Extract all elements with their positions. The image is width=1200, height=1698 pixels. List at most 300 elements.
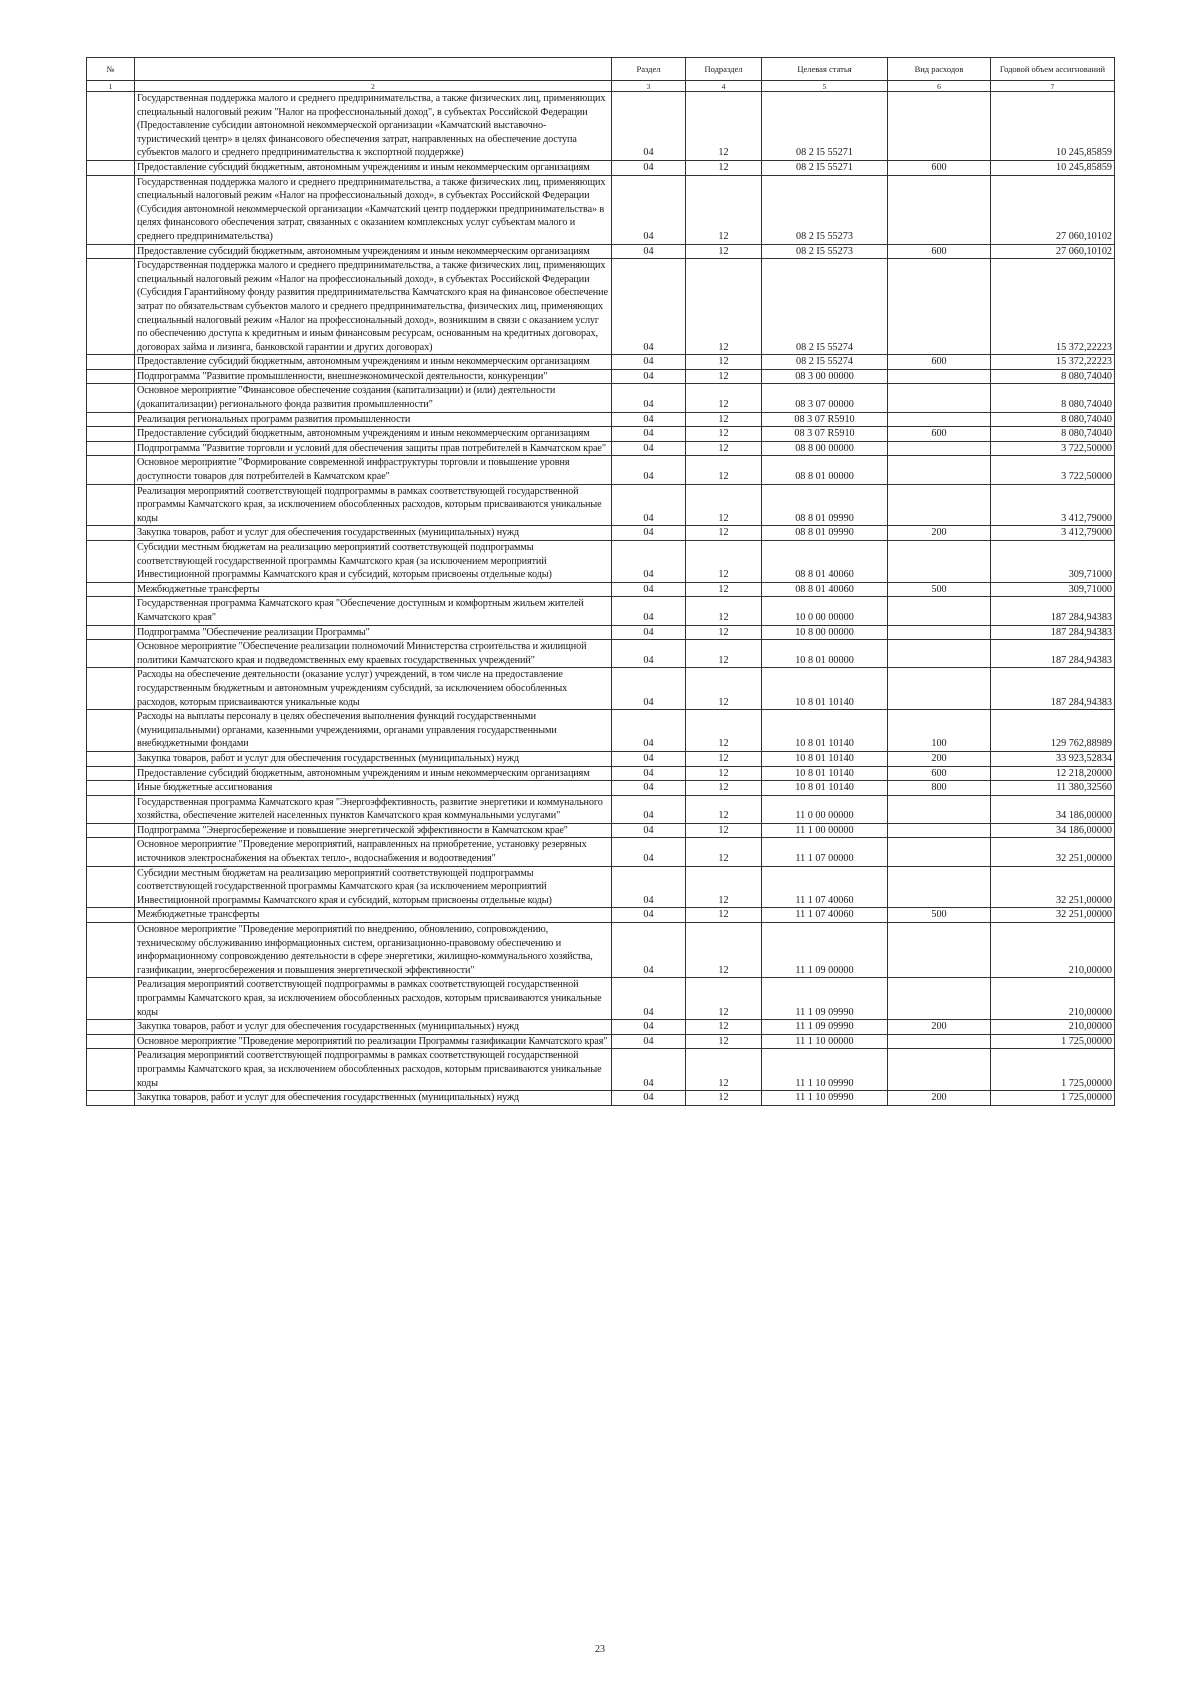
row-name-cell: Государственная программа Камчатского края "Обеспечение доступным и комфортным жильем жителей Камчатского края" — [135, 597, 612, 625]
row-expense-type-cell — [888, 412, 991, 427]
row-number-cell — [87, 92, 135, 161]
budget-sheet — [86, 57, 1114, 1631]
table-row — [87, 978, 1115, 1020]
row-amount-cell: 33 923,52834 — [991, 751, 1115, 766]
row-expense-type-cell — [888, 92, 991, 161]
row-amount-cell: 15 372,22223 — [991, 259, 1115, 355]
row-expense-type-cell — [888, 640, 991, 668]
row-expense-type-cell — [888, 384, 991, 412]
table-row — [87, 795, 1115, 823]
table-row — [87, 640, 1115, 668]
col-index-5: 5 — [762, 81, 888, 92]
row-razdel-cell: 04 — [612, 597, 686, 625]
row-name-cell: Государственная программа Камчатского края "Энергоэффективность, развитие энергетики и коммунального хозяйства, обеспечение жителей населенных пунктов Камчатского края коммунальными услугами" — [135, 795, 612, 823]
row-target-item-cell: 08 2 I5 55271 — [762, 92, 888, 161]
row-target-item-cell: 11 0 00 00000 — [762, 795, 888, 823]
row-amount-cell: 8 080,74040 — [991, 412, 1115, 427]
row-target-item-cell: 11 1 09 09990 — [762, 978, 888, 1020]
row-razdel-cell: 04 — [612, 259, 686, 355]
row-expense-type-cell — [888, 484, 991, 526]
row-name-cell: Закупка товаров, работ и услуг для обеспечения государственных (муниципальных) нужд — [135, 526, 612, 541]
row-podrazdel-cell: 12 — [686, 582, 762, 597]
table-row — [87, 908, 1115, 923]
row-podrazdel-cell: 12 — [686, 866, 762, 908]
row-amount-cell: 12 218,20000 — [991, 766, 1115, 781]
row-target-item-cell: 10 8 01 10140 — [762, 751, 888, 766]
row-podrazdel-cell: 12 — [686, 1020, 762, 1035]
row-name-cell: Основное мероприятие "Обеспечение реализации полномочий Министерства строительства и жилищной политики Камчатского края и подведомственных ему краевых государственных учреждений" — [135, 640, 612, 668]
table-row — [87, 160, 1115, 175]
row-expense-type-cell — [888, 369, 991, 384]
row-podrazdel-cell: 12 — [686, 640, 762, 668]
row-name-cell: Субсидии местным бюджетам на реализацию мероприятий соответствующей подпрограммы соответствующей государственной программы Камчатского края (за исключением мероприятий Инвестиционной программы Камчатского края и субсидий, которым присвоены отдельные коды) — [135, 541, 612, 583]
row-name-cell: Межбюджетные трансферты — [135, 582, 612, 597]
table-row — [87, 751, 1115, 766]
row-number-cell — [87, 259, 135, 355]
row-target-item-cell: 11 1 07 40060 — [762, 908, 888, 923]
table-row — [87, 823, 1115, 838]
row-expense-type-cell — [888, 866, 991, 908]
row-razdel-cell: 04 — [612, 582, 686, 597]
table-row — [87, 244, 1115, 259]
row-target-item-cell: 08 2 I5 55271 — [762, 160, 888, 175]
row-target-item-cell: 11 1 10 09990 — [762, 1091, 888, 1106]
table-row — [87, 259, 1115, 355]
row-target-item-cell: 10 8 00 00000 — [762, 625, 888, 640]
row-razdel-cell: 04 — [612, 369, 686, 384]
row-name-cell: Реализация мероприятий соответствующей подпрограммы в рамках соответствующей государственной программы Камчатского края, за исключением обособленных расходов, которым присваиваются уникальные коды — [135, 978, 612, 1020]
row-name-cell: Государственная поддержка малого и среднего предпринимательства, а также физических лиц, применяющих специальный налоговый режим «Налог на профессиональный доход», в субъектах Российской Федерации (Субсидия Гарантийному фонду развития предпринимательства Камчатского края на финансовое обеспечение затрат по обязательствам субъектов малого и среднего предпринимательства, физических лиц, применяющих специальный налоговый режим «Налог на профессиональный доход», возникшим в связи с оказанием услуг по обеспечению доступа к кредитным и иным финансовым ресурсам, основанным на кредитных договорах, договорах займа и лизинга, банковской гарантии и других договорах) — [135, 259, 612, 355]
row-amount-cell: 15 372,22223 — [991, 355, 1115, 370]
table-row — [87, 710, 1115, 752]
row-amount-cell: 3 722,50000 — [991, 441, 1115, 456]
row-amount-cell: 1 725,00000 — [991, 1049, 1115, 1091]
row-expense-type-cell — [888, 1034, 991, 1049]
col-header-number: № — [87, 58, 135, 81]
row-amount-cell: 34 186,00000 — [991, 795, 1115, 823]
row-podrazdel-cell: 12 — [686, 175, 762, 244]
row-razdel-cell: 04 — [612, 244, 686, 259]
table-row — [87, 766, 1115, 781]
page-number: 23 — [595, 1644, 605, 1655]
row-expense-type-cell — [888, 1049, 991, 1091]
row-number-cell — [87, 751, 135, 766]
row-expense-type-cell: 500 — [888, 582, 991, 597]
header-number-row — [87, 81, 1115, 92]
row-number-cell — [87, 640, 135, 668]
row-amount-cell: 34 186,00000 — [991, 823, 1115, 838]
row-target-item-cell: 08 8 01 09990 — [762, 526, 888, 541]
row-target-item-cell: 10 0 00 00000 — [762, 597, 888, 625]
row-podrazdel-cell: 12 — [686, 526, 762, 541]
row-razdel-cell: 04 — [612, 484, 686, 526]
table-row — [87, 838, 1115, 866]
row-number-cell — [87, 484, 135, 526]
col-header-target-item: Целевая статья — [762, 58, 888, 81]
row-razdel-cell: 04 — [612, 751, 686, 766]
row-razdel-cell: 04 — [612, 92, 686, 161]
row-expense-type-cell: 200 — [888, 751, 991, 766]
row-target-item-cell: 11 1 10 09990 — [762, 1049, 888, 1091]
row-razdel-cell: 04 — [612, 456, 686, 484]
row-razdel-cell: 04 — [612, 978, 686, 1020]
row-razdel-cell: 04 — [612, 1020, 686, 1035]
col-index-6: 6 — [888, 81, 991, 92]
col-header-podrazdel: Подраздел — [686, 58, 762, 81]
row-number-cell — [87, 625, 135, 640]
row-amount-cell: 27 060,10102 — [991, 244, 1115, 259]
row-podrazdel-cell: 12 — [686, 751, 762, 766]
table-body — [87, 92, 1115, 1106]
row-podrazdel-cell: 12 — [686, 541, 762, 583]
row-podrazdel-cell: 12 — [686, 160, 762, 175]
col-header-razdel: Раздел — [612, 58, 686, 81]
row-razdel-cell: 04 — [612, 526, 686, 541]
row-number-cell — [87, 838, 135, 866]
row-razdel-cell: 04 — [612, 175, 686, 244]
row-amount-cell: 210,00000 — [991, 978, 1115, 1020]
row-razdel-cell: 04 — [612, 710, 686, 752]
table-row — [87, 384, 1115, 412]
row-target-item-cell: 10 8 01 10140 — [762, 781, 888, 796]
row-target-item-cell: 08 2 I5 55273 — [762, 175, 888, 244]
row-podrazdel-cell: 12 — [686, 484, 762, 526]
table-row — [87, 668, 1115, 710]
table-row — [87, 484, 1115, 526]
row-target-item-cell: 08 8 00 00000 — [762, 441, 888, 456]
row-podrazdel-cell: 12 — [686, 1091, 762, 1106]
row-podrazdel-cell: 12 — [686, 355, 762, 370]
row-name-cell: Субсидии местным бюджетам на реализацию мероприятий соответствующей подпрограммы соответствующей государственной программы Камчатского края (за исключением мероприятий Инвестиционной программы Камчатского края и субсидий, которым присвоены отдельные коды) — [135, 866, 612, 908]
row-expense-type-cell — [888, 175, 991, 244]
row-target-item-cell: 08 2 I5 55274 — [762, 259, 888, 355]
row-target-item-cell: 10 8 01 10140 — [762, 710, 888, 752]
row-number-cell — [87, 597, 135, 625]
row-name-cell: Основное мероприятие "Проведение мероприятий по внедрению, обновлению, сопровождению, техническому обслуживанию информационных систем, организационно-правовому обеспечению и информационному сопровождению деятельности в сфере энергетики, жилищно-коммунального хозяйства, газификации, энергосбережения и повышения энергетической эффективности" — [135, 923, 612, 978]
row-amount-cell: 3 722,50000 — [991, 456, 1115, 484]
row-number-cell — [87, 355, 135, 370]
table-row — [87, 923, 1115, 978]
row-target-item-cell: 08 8 01 00000 — [762, 456, 888, 484]
table-row — [87, 526, 1115, 541]
row-number-cell — [87, 781, 135, 796]
row-amount-cell: 27 060,10102 — [991, 175, 1115, 244]
row-number-cell — [87, 766, 135, 781]
row-number-cell — [87, 1034, 135, 1049]
row-amount-cell: 129 762,88989 — [991, 710, 1115, 752]
row-name-cell: Основное мероприятие "Формирование современной инфраструктуры торговли и повышение уровня доступности товаров для потребителей в Камчатском крае" — [135, 456, 612, 484]
row-target-item-cell: 08 3 07 R5910 — [762, 412, 888, 427]
row-expense-type-cell — [888, 259, 991, 355]
row-number-cell — [87, 441, 135, 456]
row-amount-cell: 32 251,00000 — [991, 838, 1115, 866]
row-razdel-cell: 04 — [612, 795, 686, 823]
row-expense-type-cell — [888, 978, 991, 1020]
row-name-cell: Предоставление субсидий бюджетным, автономным учреждениям и иным некоммерческим организациям — [135, 766, 612, 781]
row-razdel-cell: 04 — [612, 908, 686, 923]
row-name-cell: Подпрограмма "Развитие торговли и условий для обеспечения защиты прав потребителей в Камчатском крае" — [135, 441, 612, 456]
row-name-cell: Закупка товаров, работ и услуг для обеспечения государственных (муниципальных) нужд — [135, 1020, 612, 1035]
row-razdel-cell: 04 — [612, 823, 686, 838]
row-number-cell — [87, 526, 135, 541]
row-name-cell: Расходы на выплаты персоналу в целях обеспечения выполнения функций государственными (муниципальными) органами, казенными учреждениями, органами управления государственными внебюджетными фондами — [135, 710, 612, 752]
row-name-cell: Закупка товаров, работ и услуг для обеспечения государственных (муниципальных) нужд — [135, 751, 612, 766]
row-podrazdel-cell: 12 — [686, 412, 762, 427]
row-amount-cell: 1 725,00000 — [991, 1034, 1115, 1049]
row-number-cell — [87, 244, 135, 259]
row-expense-type-cell: 600 — [888, 355, 991, 370]
row-name-cell: Государственная поддержка малого и среднего предпринимательства, а также физических лиц, применяющих специальный налоговый режим «Налог на профессиональный доход», в субъектах Российской Федерации (Субсидия автономной некоммерческой организации «Камчатский центр поддержки предпринимательства» в целях финансового обеспечения затрат, связанных с оказанием комплексных услуг субъектам малого и среднего предпринимательства) — [135, 175, 612, 244]
row-name-cell: Предоставление субсидий бюджетным, автономным учреждениям и иным некоммерческим организациям — [135, 427, 612, 442]
row-expense-type-cell — [888, 541, 991, 583]
row-target-item-cell: 08 3 07 R5910 — [762, 427, 888, 442]
row-amount-cell: 309,71000 — [991, 582, 1115, 597]
row-amount-cell: 210,00000 — [991, 923, 1115, 978]
row-target-item-cell: 10 8 01 10140 — [762, 766, 888, 781]
row-expense-type-cell — [888, 456, 991, 484]
row-number-cell — [87, 456, 135, 484]
row-podrazdel-cell: 12 — [686, 441, 762, 456]
col-index-3: 3 — [612, 81, 686, 92]
row-name-cell: Подпрограмма "Развитие промышленности, внешнеэкономической деятельности, конкуренции" — [135, 369, 612, 384]
table-row — [87, 355, 1115, 370]
row-target-item-cell: 08 2 I5 55273 — [762, 244, 888, 259]
table-row — [87, 625, 1115, 640]
row-name-cell: Предоставление субсидий бюджетным, автономным учреждениям и иным некоммерческим организациям — [135, 244, 612, 259]
row-name-cell: Иные бюджетные ассигнования — [135, 781, 612, 796]
row-razdel-cell: 04 — [612, 412, 686, 427]
row-razdel-cell: 04 — [612, 923, 686, 978]
table-row — [87, 456, 1115, 484]
table-row — [87, 412, 1115, 427]
row-amount-cell: 32 251,00000 — [991, 866, 1115, 908]
row-target-item-cell: 08 3 00 00000 — [762, 369, 888, 384]
row-podrazdel-cell: 12 — [686, 908, 762, 923]
row-target-item-cell: 11 1 10 00000 — [762, 1034, 888, 1049]
row-amount-cell: 8 080,74040 — [991, 384, 1115, 412]
row-amount-cell: 187 284,94383 — [991, 640, 1115, 668]
row-podrazdel-cell: 12 — [686, 978, 762, 1020]
row-razdel-cell: 04 — [612, 1034, 686, 1049]
row-name-cell: Реализация мероприятий соответствующей подпрограммы в рамках соответствующей государственной программы Камчатского края, за исключением обособленных расходов, которым присваиваются уникальные коды — [135, 1049, 612, 1091]
row-target-item-cell: 11 1 07 40060 — [762, 866, 888, 908]
table-row — [87, 781, 1115, 796]
row-expense-type-cell: 500 — [888, 908, 991, 923]
row-expense-type-cell — [888, 597, 991, 625]
row-number-cell — [87, 1020, 135, 1035]
row-razdel-cell: 04 — [612, 355, 686, 370]
row-number-cell — [87, 1049, 135, 1091]
row-number-cell — [87, 668, 135, 710]
row-expense-type-cell — [888, 823, 991, 838]
row-number-cell — [87, 175, 135, 244]
row-podrazdel-cell: 12 — [686, 427, 762, 442]
row-name-cell: Подпрограмма "Энергосбережение и повышение энергетической эффективности в Камчатском крае" — [135, 823, 612, 838]
row-number-cell — [87, 369, 135, 384]
row-number-cell — [87, 427, 135, 442]
row-razdel-cell: 04 — [612, 866, 686, 908]
col-index-1: 1 — [87, 81, 135, 92]
row-name-cell: Предоставление субсидий бюджетным, автономным учреждениям и иным некоммерческим организациям — [135, 355, 612, 370]
row-number-cell — [87, 160, 135, 175]
row-podrazdel-cell: 12 — [686, 1034, 762, 1049]
row-name-cell: Основное мероприятие "Проведение мероприятий, направленных на приобретение, установку резервных источников электроснабжения на объектах тепло-, водоснабжения и водоотведения" — [135, 838, 612, 866]
row-target-item-cell: 11 1 07 00000 — [762, 838, 888, 866]
table-row — [87, 441, 1115, 456]
row-name-cell: Государственная поддержка малого и среднего предпринимательства, а также физических лиц, применяющих специальный налоговый режим "Налог на профессиональный доход", в субъектах Российской Федерации (Предоставление субсидии автономной некоммерческой организации «Камчатский выставочно-туристический центр» в целях финансового обеспечения затрат, направленных на обеспечение доступа субъектов малого и среднего предпринимательства к экспортной поддержке) — [135, 92, 612, 161]
row-expense-type-cell: 200 — [888, 1020, 991, 1035]
row-amount-cell: 187 284,94383 — [991, 668, 1115, 710]
row-name-cell: Предоставление субсидий бюджетным, автономным учреждениям и иным некоммерческим организациям — [135, 160, 612, 175]
row-podrazdel-cell: 12 — [686, 384, 762, 412]
row-amount-cell: 11 380,32560 — [991, 781, 1115, 796]
row-number-cell — [87, 582, 135, 597]
row-podrazdel-cell: 12 — [686, 781, 762, 796]
table-row — [87, 1091, 1115, 1106]
row-podrazdel-cell: 12 — [686, 1049, 762, 1091]
row-target-item-cell: 11 1 09 00000 — [762, 923, 888, 978]
row-razdel-cell: 04 — [612, 625, 686, 640]
row-target-item-cell: 11 1 00 00000 — [762, 823, 888, 838]
row-amount-cell: 8 080,74040 — [991, 427, 1115, 442]
row-razdel-cell: 04 — [612, 160, 686, 175]
row-number-cell — [87, 823, 135, 838]
row-number-cell — [87, 978, 135, 1020]
row-expense-type-cell: 600 — [888, 766, 991, 781]
row-target-item-cell: 10 8 01 00000 — [762, 640, 888, 668]
row-amount-cell: 8 080,74040 — [991, 369, 1115, 384]
row-target-item-cell: 08 8 01 09990 — [762, 484, 888, 526]
row-amount-cell: 3 412,79000 — [991, 484, 1115, 526]
row-name-cell: Межбюджетные трансферты — [135, 908, 612, 923]
row-podrazdel-cell: 12 — [686, 838, 762, 866]
row-podrazdel-cell: 12 — [686, 625, 762, 640]
row-razdel-cell: 04 — [612, 766, 686, 781]
row-amount-cell: 309,71000 — [991, 541, 1115, 583]
row-name-cell: Основное мероприятие "Проведение мероприятий по реализации Программы газификации Камчатского края" — [135, 1034, 612, 1049]
table-row — [87, 1049, 1115, 1091]
row-name-cell: Реализация мероприятий соответствующей подпрограммы в рамках соответствующей государственной программы Камчатского края, за исключением обособленных расходов, которым присваиваются уникальные коды — [135, 484, 612, 526]
row-name-cell: Реализация региональных программ развития промышленности — [135, 412, 612, 427]
row-name-cell: Расходы на обеспечение деятельности (оказание услуг) учреждений, в том числе на предоставление государственным бюджетным и автономным учреждениям субсидий, за исключением обособленных расходов, которым присваиваются уникальные коды — [135, 668, 612, 710]
row-target-item-cell: 10 8 01 10140 — [762, 668, 888, 710]
col-header-annual-amount: Годовой объем ассигнований — [991, 58, 1115, 81]
row-expense-type-cell — [888, 838, 991, 866]
row-expense-type-cell — [888, 668, 991, 710]
row-podrazdel-cell: 12 — [686, 456, 762, 484]
row-expense-type-cell: 800 — [888, 781, 991, 796]
row-razdel-cell: 04 — [612, 541, 686, 583]
row-target-item-cell: 08 8 01 40060 — [762, 582, 888, 597]
row-expense-type-cell: 600 — [888, 160, 991, 175]
row-target-item-cell: 11 1 09 09990 — [762, 1020, 888, 1035]
row-podrazdel-cell: 12 — [686, 597, 762, 625]
row-expense-type-cell: 200 — [888, 526, 991, 541]
row-expense-type-cell: 200 — [888, 1091, 991, 1106]
row-podrazdel-cell: 12 — [686, 710, 762, 752]
row-expense-type-cell — [888, 923, 991, 978]
row-expense-type-cell — [888, 441, 991, 456]
row-amount-cell: 10 245,85859 — [991, 160, 1115, 175]
row-podrazdel-cell: 12 — [686, 92, 762, 161]
table-row — [87, 369, 1115, 384]
row-number-cell — [87, 908, 135, 923]
row-number-cell — [87, 541, 135, 583]
row-name-cell: Подпрограмма "Обеспечение реализации Программы" — [135, 625, 612, 640]
row-podrazdel-cell: 12 — [686, 668, 762, 710]
col-header-name — [135, 58, 612, 81]
table-row — [87, 92, 1115, 161]
table-row — [87, 582, 1115, 597]
row-amount-cell: 32 251,00000 — [991, 908, 1115, 923]
row-expense-type-cell — [888, 795, 991, 823]
row-podrazdel-cell: 12 — [686, 244, 762, 259]
row-number-cell — [87, 795, 135, 823]
row-expense-type-cell: 600 — [888, 427, 991, 442]
row-name-cell: Закупка товаров, работ и услуг для обеспечения государственных (муниципальных) нужд — [135, 1091, 612, 1106]
budget-table — [86, 57, 1115, 1106]
row-razdel-cell: 04 — [612, 1049, 686, 1091]
row-number-cell — [87, 923, 135, 978]
col-index-2: 2 — [135, 81, 612, 92]
row-razdel-cell: 04 — [612, 838, 686, 866]
row-razdel-cell: 04 — [612, 1091, 686, 1106]
row-amount-cell: 3 412,79000 — [991, 526, 1115, 541]
table-row — [87, 1020, 1115, 1035]
row-expense-type-cell — [888, 625, 991, 640]
table-row — [87, 597, 1115, 625]
row-razdel-cell: 04 — [612, 441, 686, 456]
row-number-cell — [87, 412, 135, 427]
table-row — [87, 427, 1115, 442]
row-amount-cell: 187 284,94383 — [991, 597, 1115, 625]
row-amount-cell: 10 245,85859 — [991, 92, 1115, 161]
row-name-cell: Основное мероприятие "Финансовое обеспечение создания (капитализации) и (или) деятельности (докапитализации) регионального фонда развития промышленности" — [135, 384, 612, 412]
row-podrazdel-cell: 12 — [686, 766, 762, 781]
table-row — [87, 1034, 1115, 1049]
row-razdel-cell: 04 — [612, 384, 686, 412]
col-index-7: 7 — [991, 81, 1115, 92]
row-number-cell — [87, 866, 135, 908]
row-podrazdel-cell: 12 — [686, 259, 762, 355]
row-target-item-cell: 08 3 07 00000 — [762, 384, 888, 412]
row-podrazdel-cell: 12 — [686, 795, 762, 823]
row-expense-type-cell: 600 — [888, 244, 991, 259]
row-amount-cell: 210,00000 — [991, 1020, 1115, 1035]
row-razdel-cell: 04 — [612, 781, 686, 796]
row-target-item-cell: 08 8 01 40060 — [762, 541, 888, 583]
row-number-cell — [87, 1091, 135, 1106]
col-index-4: 4 — [686, 81, 762, 92]
row-razdel-cell: 04 — [612, 668, 686, 710]
table-row — [87, 175, 1115, 244]
row-podrazdel-cell: 12 — [686, 923, 762, 978]
row-podrazdel-cell: 12 — [686, 823, 762, 838]
row-razdel-cell: 04 — [612, 640, 686, 668]
row-podrazdel-cell: 12 — [686, 369, 762, 384]
row-amount-cell: 187 284,94383 — [991, 625, 1115, 640]
header-row — [87, 58, 1115, 81]
row-target-item-cell: 08 2 I5 55274 — [762, 355, 888, 370]
row-razdel-cell: 04 — [612, 427, 686, 442]
table-row — [87, 866, 1115, 908]
row-amount-cell: 1 725,00000 — [991, 1091, 1115, 1106]
row-number-cell — [87, 710, 135, 752]
table-row — [87, 541, 1115, 583]
row-number-cell — [87, 384, 135, 412]
row-expense-type-cell: 100 — [888, 710, 991, 752]
col-header-expense-type: Вид расходов — [888, 58, 991, 81]
